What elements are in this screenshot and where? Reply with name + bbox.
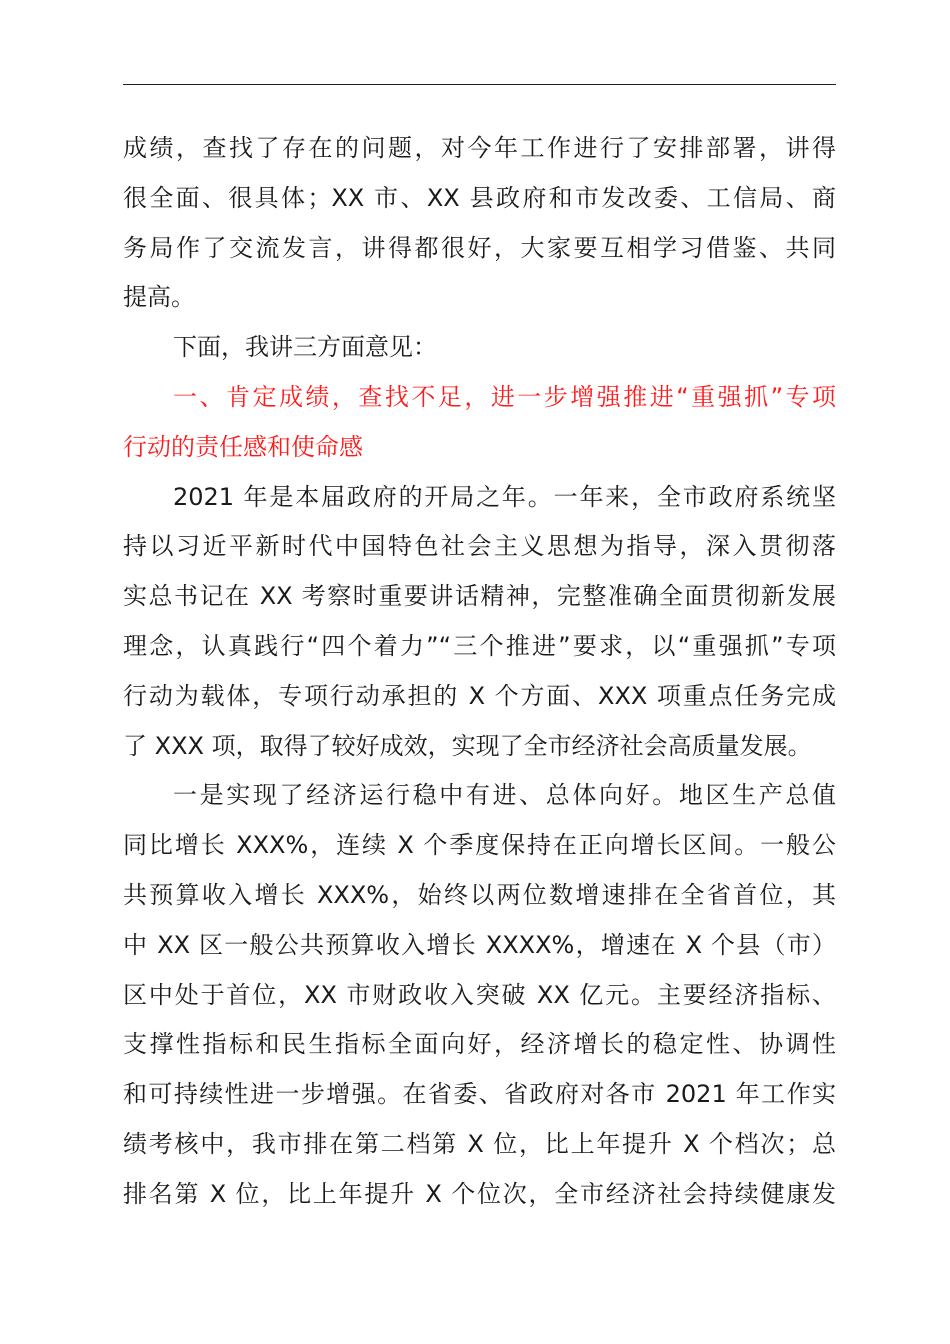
text-line: 排名第 X 位，比上年提升 X 个位次，全市经济社会持续健康发 <box>123 1179 836 1208</box>
text-line: 共预算收入增长 XXX%，始终以两位数增速排在全省首位，其 <box>123 880 836 909</box>
text-line: 实总书记在 XX 考察时重要讲话精神，完整准确全面贯彻新发展 <box>123 582 836 611</box>
text-line: 和可持续性进一步增强。在省委、省政府对各市 2021 年工作实 <box>123 1080 836 1109</box>
text-line: 同比增长 XXX%，连续 X 个季度保持在正向增长区间。一般公 <box>123 831 836 860</box>
document-body <box>123 124 836 1220</box>
text-line: 提高。 <box>123 283 195 312</box>
paragraph-p1 <box>123 124 836 323</box>
text-line: 区中处于首位，XX 市财政收入突破 XX 亿元。主要经济指标、 <box>123 980 836 1009</box>
header-rule <box>123 84 836 85</box>
text-line: 理念，认真践行“四个着力”“三个推进”要求，以“重强抓”专项 <box>123 631 836 660</box>
text-line: 支撑性指标和民生指标全面向好，经济增长的稳定性、协调性 <box>123 1030 836 1059</box>
heading-line: 一、肯定成绩，查找不足，进一步增强推进“重强抓”专项 <box>173 382 836 411</box>
paragraph-p4 <box>123 771 836 1219</box>
text-line: 2021 年是本届政府的开局之年。一年来，全市政府系统坚 <box>173 482 836 511</box>
text-line: 绩考核中，我市排在第二档第 X 位，比上年提升 X 个档次；总 <box>123 1129 836 1158</box>
text-line: 持以习近平新时代中国特色社会主义思想为指导，深入贯彻落 <box>123 532 836 561</box>
text-line: 下面，我讲三方面意见： <box>173 333 437 362</box>
heading-line: 行动的责任感和使命感 <box>123 432 363 461</box>
paragraph-p2 <box>123 323 836 373</box>
text-line: 行动为载体，专项行动承担的 X 个方面、XXX 项重点任务完成 <box>123 681 836 710</box>
text-line: 成绩，查找了存在的问题，对今年工作进行了安排部署，讲得 <box>123 134 836 162</box>
text-line: 了 XXX 项，取得了较好成效，实现了全市经济社会高质量发展。 <box>123 731 812 760</box>
text-line: 一是实现了经济运行稳中有进、总体向好。地区生产总值 <box>173 781 836 810</box>
paragraph-p3 <box>123 473 836 772</box>
text-line: 务局作了交流发言，讲得都很好，大家要互相学习借鉴、共同 <box>123 233 836 262</box>
text-line: 中 XX 区一般公共预算收入增长 XXXX%，增速在 X 个县（市） <box>123 930 836 959</box>
section-heading-1 <box>123 373 836 473</box>
text-line: 很全面、很具体；XX 市、XX 县政府和市发改委、工信局、商 <box>123 183 836 212</box>
